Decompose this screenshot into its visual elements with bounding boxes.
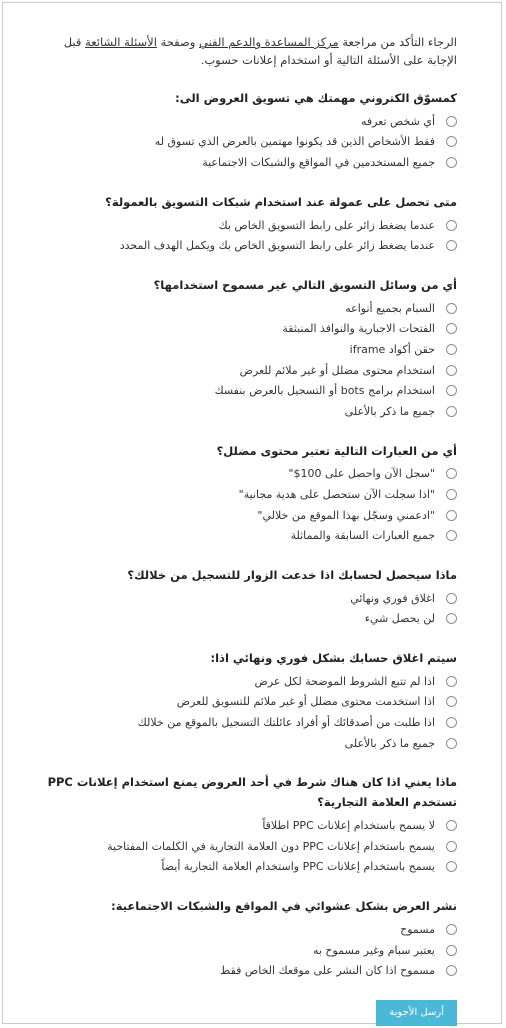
answer-option[interactable] — [43, 111, 457, 132]
answer-option[interactable] — [43, 235, 457, 256]
answer-label: جميع العبارات السابقة والمماثلة — [290, 529, 435, 543]
answer-option[interactable] — [43, 960, 457, 981]
answer-label: عندما يضغط زائر على رابط التسويق الخاص بك — [218, 218, 435, 232]
answer-option[interactable] — [43, 380, 457, 401]
answer-label: السبام بجميع أنواعه — [345, 301, 435, 315]
radio-button[interactable] — [446, 738, 457, 749]
radio-button[interactable] — [446, 613, 457, 624]
answer-option[interactable] — [43, 152, 457, 173]
radio-button[interactable] — [446, 240, 457, 251]
radio-button[interactable] — [446, 593, 457, 604]
answer-label: لا يسمح باستخدام إعلانات PPC اطلاقاً — [262, 819, 435, 833]
question-title: كمسوّق الكتروني مهمتك هي تسويق العروض الى: — [175, 91, 457, 105]
question-block — [43, 192, 457, 256]
answer-option[interactable] — [43, 836, 457, 857]
radio-button[interactable] — [446, 116, 457, 127]
answer-label: مسموح اذا كان النشر على موقعك الخاص فقط — [220, 964, 435, 978]
radio-button[interactable] — [446, 323, 457, 334]
answer-option[interactable] — [43, 339, 457, 360]
answer-label: عندما يضغط زائر على رابط التسويق الخاص بك ويكمل الهدف المحدد — [119, 239, 435, 253]
answer-option[interactable] — [43, 484, 457, 505]
answer-option[interactable] — [43, 919, 457, 940]
radio-button[interactable] — [446, 717, 457, 728]
quiz-panel — [2, 2, 502, 1024]
submit-answers-button[interactable]: أرسل الأجوبة — [376, 1000, 457, 1026]
radio-button[interactable] — [446, 344, 457, 355]
question-title: متى تحصل على عمولة عند استخدام شبكات التسويق بالعمولة؟ — [105, 194, 457, 209]
answer-option[interactable] — [43, 588, 457, 609]
answer-option[interactable] — [43, 298, 457, 319]
radio-button[interactable] — [446, 861, 457, 872]
question-block — [43, 772, 457, 877]
answer-label: مسموح — [400, 923, 435, 937]
answer-option[interactable] — [43, 215, 457, 236]
question-block — [43, 275, 457, 422]
intro-part: قبل الإجابة على الأسئلة التالية أو استخدام إعلانات حسوب. — [63, 35, 457, 67]
submit-row — [43, 1000, 457, 1026]
answer-option[interactable] — [43, 132, 457, 153]
question-title: أي من العبارات التالية تعتبر محتوى مضلل؟ — [216, 443, 457, 458]
answer-label: اغلاق فوري ونهائي — [350, 591, 435, 605]
question-block — [43, 648, 457, 753]
faq-link[interactable]: الأسئلة الشائعة — [85, 35, 157, 49]
radio-button[interactable] — [446, 468, 457, 479]
radio-button[interactable] — [446, 303, 457, 314]
answer-option[interactable] — [43, 525, 457, 546]
radio-button[interactable] — [446, 924, 457, 935]
answer-label: الفتحات الاجبارية والنوافذ المنبثقة — [282, 322, 435, 336]
radio-button[interactable] — [446, 530, 457, 541]
answer-label: اذا لم تتبع الشروط الموضحة لكل عرض — [254, 674, 435, 688]
radio-button[interactable] — [446, 965, 457, 976]
radio-button[interactable] — [446, 365, 457, 376]
question-title: ماذا يعني اذا كان هناك شرط في أحد العروض يمنع استخدام إعلانات PPC تستخدم العلامة التجارية؟ — [47, 775, 457, 810]
answer-option[interactable] — [43, 857, 457, 878]
question-title: ماذا سيحصل لحسابك اذا خدعت الزوار للتسجيل من خلالك؟ — [127, 567, 457, 582]
answer-label: استخدام برامج bots أو التسجيل بالعرض بنفسك — [214, 384, 435, 398]
question-title: أي من وسائل التسويق التالي غير مسموح استخدامها؟ — [153, 277, 457, 292]
radio-button[interactable] — [446, 406, 457, 417]
question-block — [43, 441, 457, 546]
answer-option[interactable] — [43, 401, 457, 422]
radio-button[interactable] — [446, 220, 457, 231]
answer-option[interactable] — [43, 733, 457, 754]
radio-button[interactable] — [446, 841, 457, 852]
radio-button[interactable] — [446, 157, 457, 168]
answer-label: اذا طلبت من أصدقائك أو أفراد عائلتك التسجيل بالموقع من خلالك — [137, 716, 435, 730]
radio-button[interactable] — [446, 676, 457, 687]
answer-option[interactable] — [43, 815, 457, 836]
radio-button[interactable] — [446, 945, 457, 956]
question-title: سيتم اغلاق حسابك بشكل فوري ونهائي اذا: — [210, 651, 457, 666]
radio-button[interactable] — [446, 136, 457, 147]
help-center-link[interactable]: مركز المساعدة والدعم الفني — [198, 35, 339, 49]
answer-option[interactable] — [43, 671, 457, 692]
answer-option[interactable] — [43, 609, 457, 630]
answer-option[interactable] — [43, 940, 457, 961]
radio-button[interactable] — [446, 385, 457, 396]
answer-option[interactable] — [43, 692, 457, 713]
intro-text — [43, 33, 457, 69]
answer-label: "ادعمني وسجّل بهذا الموقع من خلالي" — [257, 508, 435, 522]
answer-label: جميع ما ذكر بالأعلى — [344, 736, 435, 750]
question-title: نشر العرض بشكل عشوائي في المواقع والشبكات الاجتماعية: — [111, 899, 457, 914]
answer-label: اذا استخدمت محتوى مضلل أو غير ملائم للتسويق للعرض — [176, 695, 435, 709]
answer-label: يسمح باستخدام إعلانات PPC دون العلامة التجارية في الكلمات المفتاحية — [107, 839, 435, 853]
answer-label: "سجل الآن واحصل على 100$" — [288, 467, 435, 481]
quiz-content — [43, 33, 457, 1026]
questions-list — [43, 88, 457, 981]
answer-label: فقط الأشخاص الذين قد يكونوا مهتمين بالعرض الذي تسوق له — [154, 135, 435, 149]
radio-button[interactable] — [446, 489, 457, 500]
answer-label: يعتبر سبام وغير مسموح به — [312, 943, 435, 957]
intro-part: الرجاء التأكد من مراجعة — [338, 35, 457, 49]
radio-button[interactable] — [446, 696, 457, 707]
answer-option[interactable] — [43, 712, 457, 733]
answer-label: لن يحصل شيء — [364, 612, 435, 626]
answer-label: "اذا سجلت الآن ستحصل على هدية مجانية" — [238, 487, 435, 501]
answer-option[interactable] — [43, 464, 457, 485]
radio-button[interactable] — [446, 820, 457, 831]
answer-label: يسمح باستخدام إعلانات PPC واستخدام العلامة التجارية أيضاً — [161, 860, 435, 874]
answer-option[interactable] — [43, 319, 457, 340]
question-block — [43, 565, 457, 629]
answer-label: حقن أكواد iframe — [349, 342, 435, 356]
answer-option[interactable] — [43, 505, 457, 526]
question-block — [43, 88, 457, 173]
intro-part: وصفحة — [156, 35, 199, 49]
question-block — [43, 896, 457, 981]
answer-label: جميع المستخدمين في المواقع والشبكات الاجتماعية — [202, 155, 435, 169]
answer-option[interactable] — [43, 360, 457, 381]
answer-label: أي شخص تعرفه — [360, 114, 435, 128]
answer-label: جميع ما ذكر بالأعلى — [344, 404, 435, 418]
answer-label: استخدام محتوى مضلل أو غير ملائم للعرض — [239, 363, 435, 377]
radio-button[interactable] — [446, 510, 457, 521]
